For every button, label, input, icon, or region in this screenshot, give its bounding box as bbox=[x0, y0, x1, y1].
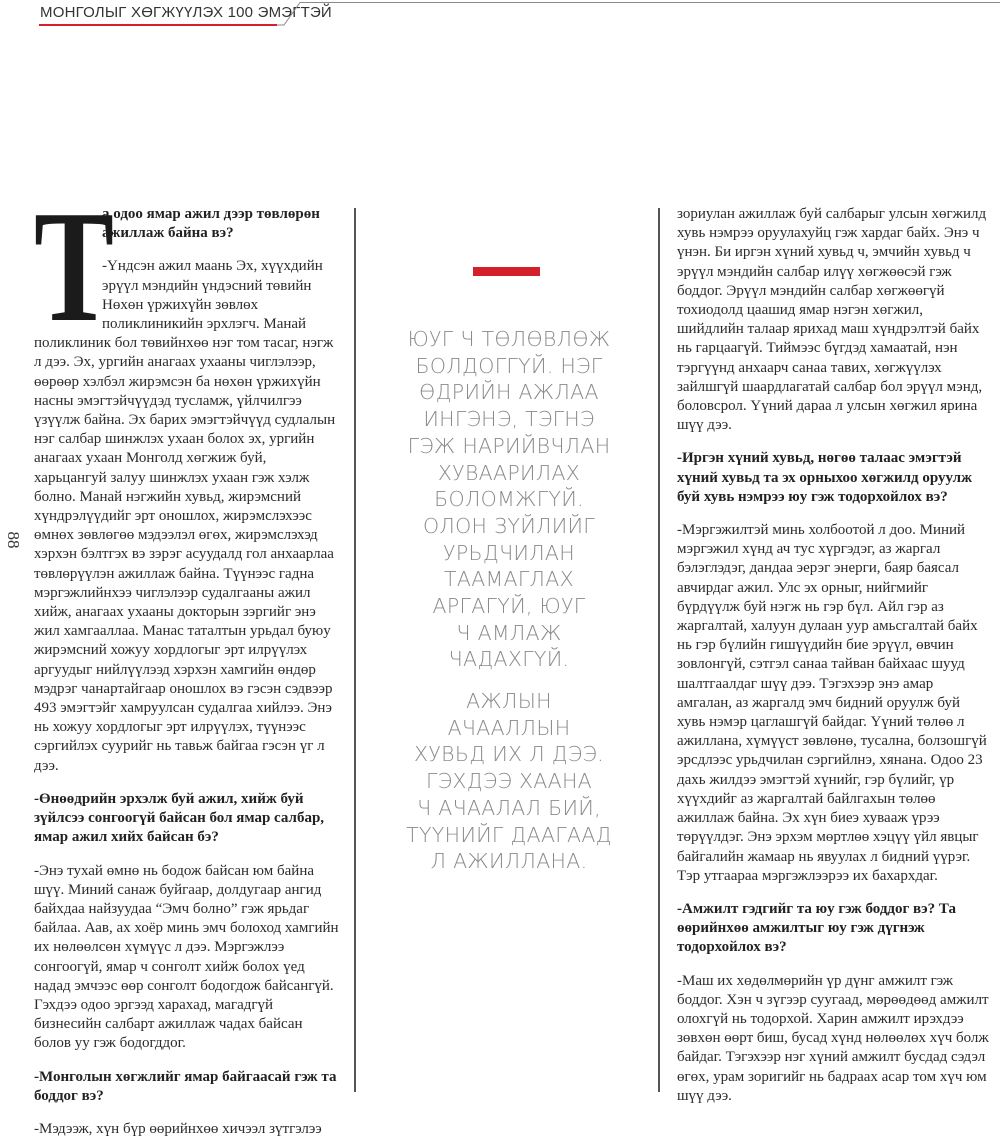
column-divider bbox=[658, 208, 660, 1092]
interview-answer: -Үндсэн ажил маань Эх, хүүхдийн эрүүл мэндийн үндэсний төвийн Нөхөн үржихүйн зөвлөх поликлиникийн эрхлэгч. Манай поликлиник бол төвийнхөө нэг том тасаг, нэгж л дээ. Эх, ургийн анагаах ухааны чиглэлээр, өөрөөр хэлбэл жирэмсэн ба нөхөн үржихүйн насны эмэгтэйчүүдэд тусламж, үйлчилгээ үзүүлж байна. Эх барих эмэгтэйчүүд судлалын нэг салбар шинжлэх ухаан болох эх, ургийн анагаах ухаан Монголд хөгжиж буй, харьцангуй залуу шинжлэх ухаан гэж хэлж болно. Манай нэгжийн хувьд, жирэмсний хүндрэлүүдийг эрт оношлох, жирэмслэхээс өмнөх зөвлөгөө мэдээлэл өгөх, жирэмслэхэд хэрхэн бэлтгэх вэ зэрэг асуудалд гол анхаарлаа төвлөрүүлэн ажиллаж байна. Түүнээс гадна мэргэжлийнхээ чиглэлээр судалгааны ажил хийж, анагаах ухааны докторын зэргийг энэ жил хамгааллаа. Манас таталтын урьдал буюу жирэмсний хожуу хордлогыг эрт илрүүлэх аргуудыг нийлүүлээд хэрхэн хамгийн өндөр мэдрэг чанартайгаар оношлох вэ гэсэн сэдвээр 493 эмэгтэйг хамруулсан судалгаа хийлээ. Энэ нь хожуу хордлогыг эрт илрүүлэх, түүнээс сэргийлэх суурийг нь тавьж байгаа гэсэн үг л дээ. bbox=[34, 258, 336, 774]
column-divider bbox=[354, 208, 356, 1092]
interview-answer: зориулан ажиллаж буй салбарыг улсын хөгжилд хувь нэмрээ оруулахуйц гэж хардаг байх. Энэ ч үнэн. Би иргэн хүний хувьд ч, эмчийн хувьд ч эрүүл мэндийн салбар илүү хөгжөөсэй гэж боддог. Эрүүл мэндийн салбар хөгжөөгүй тохиодолд цаашид ямар нэгэн хөгжил, шийдлийн талаар ярихад маш хүндрэлтэй байх нь гарцаагүй. Тиймээс бүгдэд хамаатай, нэн тэргүүнд анхаарч санаа тавих, хөгжүүлэх зайлшгүй шаардлагатай салбар бол эрүүл мэнд, боловсрол. Үүний дараа л улсын хөгжил ярина шүү дээ. bbox=[677, 206, 987, 434]
pull-quote-line: Л АЖИЛЛАНА. bbox=[430, 849, 588, 874]
page-number: 88 bbox=[4, 531, 23, 549]
article-column-left bbox=[34, 177, 339, 1139]
interview-answer: -Мэдээж, хүн бүр өөрийнхөө хичээл зүтгэлээ bbox=[34, 1120, 322, 1137]
pull-quote-line: ЮУГ Ч ТӨЛӨВЛӨЖ bbox=[407, 327, 611, 351]
pull-quote-line: ТҮҮНИЙГ ДААГААД bbox=[406, 822, 612, 847]
pull-quote-line: ОЛОН ЗҮЙЛИЙГ bbox=[422, 513, 596, 538]
pull-quote-line: БОЛДОГГҮЙ. НЭГ bbox=[415, 353, 603, 378]
section-title: МОНГОЛЫГ ХӨГЖҮҮЛЭХ 100 ЭМЭГТЭЙ bbox=[40, 4, 332, 21]
interview-question: -Монголын хөгжлийг ямар байгаасай гэж та боддог вэ? bbox=[34, 1068, 337, 1104]
pull-quote-line: ЧАДАХГҮЙ. bbox=[448, 647, 570, 672]
interview-answer: -Энэ тухай өмнө нь бодож байсан юм байна шүү. Миний санаж буйгаар, долдугаар ангид байхдаа найзуудаа “Эмч болно” гэж ярьдаг байлаа. Аав, ах хоёр минь эмч болоход хамгийн их нөлөөлсөн хүмүүс л дээ. Мэргэжлээ сонгоогүй, ямар ч сонголт хийж болох үед надад эмчээс өөр сонголт бодогдож байсангүй. Гэхдээ одоо эргээд харахад, магадгүй бизнесийн салбарт ажиллаж чадах байсан болов уу гэж бодогддог. bbox=[34, 862, 339, 1052]
pull-quote-line: УРЬДЧИЛАН bbox=[443, 540, 575, 565]
interview-question: а одоо ямар ажил дээр төвлөрөн ажиллаж байна вэ? bbox=[102, 206, 320, 242]
pull-quote-line: Ч АЧААЛАЛ БИЙ, bbox=[417, 795, 601, 820]
pull-quote-accent-bar bbox=[473, 267, 540, 276]
pull-quote-line: ИНГЭНЭ, ТЭГНЭ bbox=[423, 407, 595, 432]
interview-question: -Иргэн хүний хувьд, нөгөө талаас эмэгтэй хүний хувьд та эх орныхоо хөгжилд оруулж буй хувь нэмрээ юу гэж тодорхойлох вэ? bbox=[677, 450, 972, 505]
pull-quote-line: ГЭХДЭЭ ХААНА bbox=[426, 769, 592, 794]
pull-quote-line: БОЛОМЖГҮЙ. bbox=[434, 487, 584, 512]
pull-quote-line: ТААМАГЛАХ bbox=[444, 567, 574, 592]
pull-quote-line: Ч АМЛАЖ bbox=[456, 620, 562, 645]
pull-quote-line: ХУВААРИЛАХ bbox=[437, 460, 581, 485]
article-column-right bbox=[677, 205, 989, 1106]
pull-quote-line: ӨДРИЙН АЖЛАА bbox=[419, 380, 599, 405]
drop-cap: Т bbox=[34, 177, 115, 355]
interview-answer: -Мэргэжилтэй минь холбоотой л доо. Миний мэргэжил хүнд ач тус хүргэдэг, аз жаргал бэлэглэдэг, дандаа эерэг энерги, баяр баясал авчирдаг ажил. Улс эх орныг, нийгмийг бүрдүүлж буй нэгж нь гэр бүл. Айл гэр аз жаргалтай, халуун дулаан уур амьсгалтай байх нь гэр бүлийн гишүүдийн бие эрүүл, өвчин зовлонгүй, сэтгэл санаа тайван байхаас шууд шалтгаалдаг шүү дээ. Тэгэхээр энэ амар амгалан, аз жаргалд эмч бидний оруулж буй хувь нэмэр цаглашгүй байдаг. Үүний төлөө л ажиллана, хүмүүст зөвлөнө, тусална, болзошгүй эрсдлээс урьдчилан сэргийлнэ, хянана. Одоо 23 дахь жилдээ эмэгтэй хүнийг, гэр бүлийг, үр хүүхдийг аз жаргалтай байлгахын төлөө ажиллаж байна. Эх хүн биеэ хувааж үрээ төрүүлдэг. Энэ эрхэм мөртлөө хэцүү үйл явцыг байгалийн жамаар нь явуулах л бидний үүрэг. Тэр утгаараа мэргэжлээрээ их бахархдаг. bbox=[677, 522, 987, 884]
running-header bbox=[0, 0, 1000, 30]
pull-quote-paragraph bbox=[370, 326, 648, 673]
pull-quote-line: АЧААЛЛЫН bbox=[447, 715, 571, 740]
interview-answer: -Маш их хөдөлмөрийн үр дүнг амжилт гэж боддог. Хэн ч зүгээр суугаад, мөрөөдөөд амжилт олохгүй нь тодорхой. Харин амжилт ирэхдээ зөвхөн өөрт биш, бусад хүнд нөлөөлөх хүч болж байдаг. Тэгэхээр нэг хүний амжилт бусдад сэдэл өгөх, урам зоригийг нь бадраах асар том хүч юм шүү дээ. bbox=[677, 972, 989, 1104]
interview-question: -Амжилт гэдгийг та юу гэж боддог вэ? Та өөрийнхөө амжилтыг юу гэж дүгнэж тодорхойлох вэ? bbox=[677, 900, 957, 956]
pull-quote-line: АРГАГҮЙ, ЮУГ bbox=[432, 594, 586, 619]
interview-question: -Өнөөдрийн эрхэлж буй ажил, хийж буй зүйлсээ сонгоогүй байсан бол ямар салбар, ямар ажил хийх байсан бэ? bbox=[34, 790, 325, 846]
pull-quote-line: ГЭЖ НАРИЙВЧЛАН bbox=[407, 433, 611, 458]
pull-quote-paragraph bbox=[370, 688, 648, 875]
pull-quote-line: АЖЛЫН bbox=[466, 689, 552, 713]
pull-quote-line: ХУВЬД ИХ Л ДЭЭ. bbox=[414, 742, 604, 767]
